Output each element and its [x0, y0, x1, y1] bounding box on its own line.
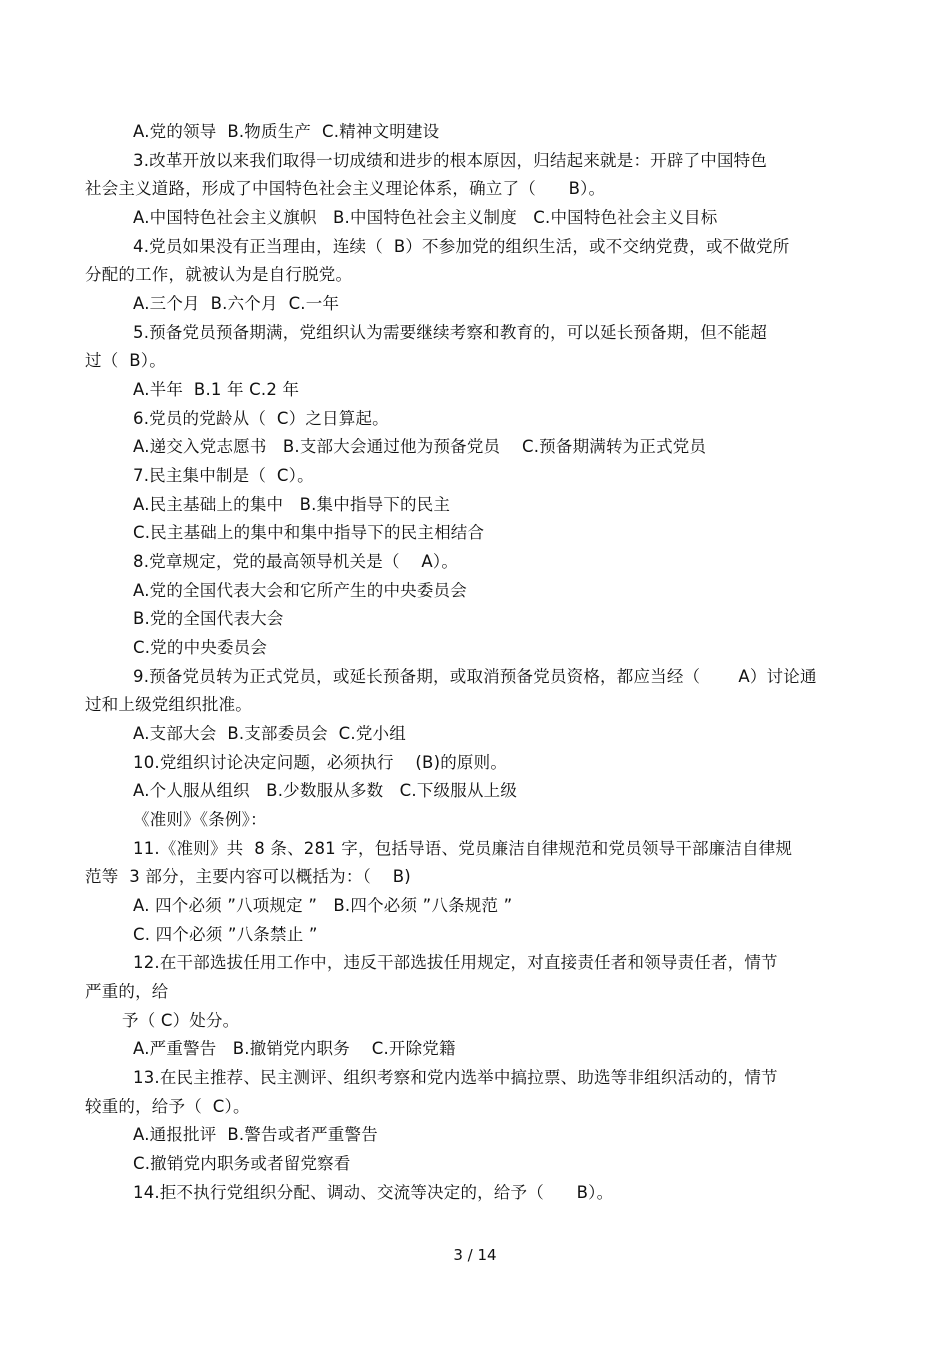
- text-line: A.党的领导 B.物质生产 C.精神文明建设: [133, 122, 440, 141]
- text-line: A.递交入党志愿书 B.支部大会通过他为预备党员 C.预备期满转为正式党员: [133, 437, 707, 456]
- text-line: 3.改革开放以来我们取得一切成绩和进步的根本原因，归结起来就是：开辟了中国特色: [133, 151, 768, 170]
- text-line: 过（ B）。: [85, 351, 166, 370]
- text-line: 较重的，给予（ C）。: [85, 1097, 250, 1116]
- text-line: 7.民主集中制是（ C）。: [133, 466, 314, 485]
- text-line: 9.预备党员转为正式党员，或延长预备期，或取消预备党员资格，都应当经（ A）讨论通: [133, 667, 817, 686]
- text-line: 《准则》《条例》：: [133, 810, 267, 829]
- text-line: 4.党员如果没有正当理由，连续（ B）不参加党的组织生活，或不交纳党费，或不做党所: [133, 237, 790, 256]
- text-line: 5.预备党员预备期满，党组织认为需要继续考察和教育的，可以延长预备期，但不能超: [133, 323, 768, 342]
- text-line: A.严重警告 B.撤销党内职务 C.开除党籍: [133, 1039, 456, 1058]
- text-line: A.三个月 B.六个月 C.一年: [133, 294, 340, 313]
- text-line: A. 四个必须 ”八项规定 ” B.四个必须 ”八条规范 ”: [133, 896, 513, 915]
- text-line: 12.在干部选拔任用工作中，违反干部选拔任用规定，对直接责任者和领导责任者，情节: [133, 953, 778, 972]
- text-line: A.中国特色社会主义旗帜 B.中国特色社会主义制度 C.中国特色社会主义目标: [133, 208, 718, 227]
- text-line: 予（ C）处分。: [122, 1011, 240, 1030]
- text-line: 社会主义道路，形成了中国特色社会主义理论体系，确立了（ B）。: [85, 179, 606, 198]
- text-line: 6.党员的党龄从（ C）之日算起。: [133, 409, 389, 428]
- text-line: C.民主基础上的集中和集中指导下的民主相结合: [133, 523, 485, 542]
- text-line: 严重的，给: [85, 982, 169, 1001]
- text-line: 13.在民主推荐、民主测评、组织考察和党内选举中搞拉票、助选等非组织活动的，情节: [133, 1068, 778, 1087]
- text-line: 11.《准则》共 8 条、281 字，包括导语、党员廉洁自律规范和党员领导干部廉洁自律规: [133, 839, 793, 858]
- text-line: A.支部大会 B.支部委员会 C.党小组: [133, 724, 406, 743]
- text-line: 8.党章规定，党的最高领导机关是（ A）。: [133, 552, 459, 571]
- text-line: C.党的中央委员会: [133, 638, 268, 657]
- page-number: 3 / 14: [453, 1246, 497, 1264]
- text-line: A.半年 B.1 年 C.2 年: [133, 380, 300, 399]
- text-line: A.民主基础上的集中 B.集中指导下的民主: [133, 495, 451, 514]
- text-line: 范等 3 部分，主要内容可以概括为：（ B): [85, 867, 411, 886]
- text-line: C.撤销党内职务或者留党察看: [133, 1154, 351, 1173]
- text-line: 过和上级党组织批准。: [85, 695, 252, 714]
- text-line: 分配的工作，就被认为是自行脱党。: [85, 265, 353, 284]
- text-line: A.通报批评 B.警告或者严重警告: [133, 1125, 378, 1144]
- text-line: B.党的全国代表大会: [133, 609, 284, 628]
- text-line: A.个人服从组织 B.少数服从多数 C.下级服从上级: [133, 781, 518, 800]
- text-line: 14.拒不执行党组织分配、调动、交流等决定的，给予（ B）。: [133, 1183, 614, 1202]
- text-line: C. 四个必须 ”八条禁止 ”: [133, 925, 318, 944]
- text-line: A.党的全国代表大会和它所产生的中央委员会: [133, 581, 467, 600]
- text-line: 10.党组织讨论决定问题，必须执行 (B)的原则。: [133, 753, 508, 772]
